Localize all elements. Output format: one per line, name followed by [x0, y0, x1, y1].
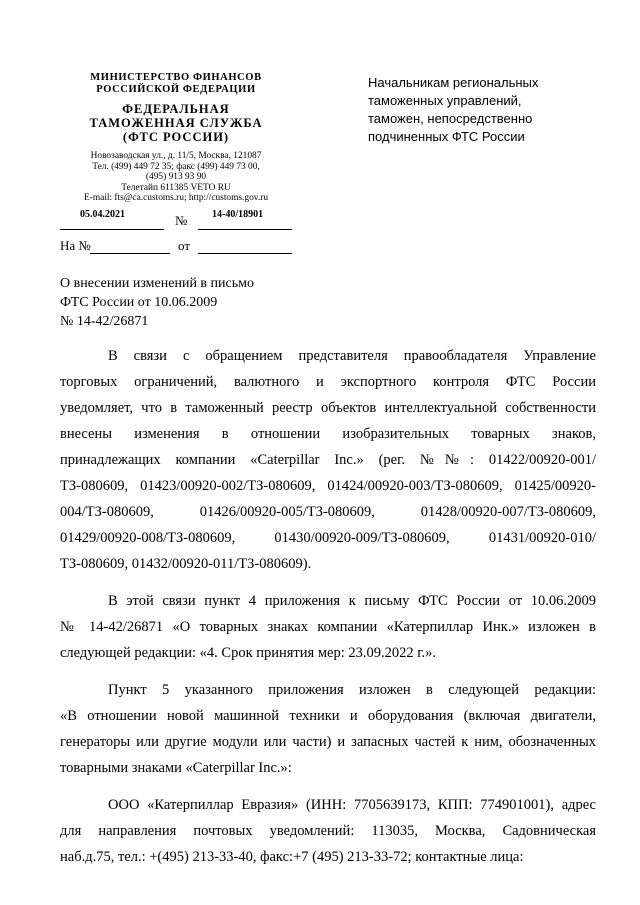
date-underline — [60, 229, 164, 230]
addressee-line: Начальникам региональных — [368, 75, 539, 90]
address-line-3: (495) 913 93 90 — [145, 172, 207, 182]
body-line: Пункт 5 указанного приложения изложен в следующей редакции: — [108, 682, 596, 698]
letter-subject — [60, 274, 254, 331]
number-sign: № — [175, 213, 188, 228]
body-line: товарными знаками «Caterpillar Inc.»: — [60, 760, 292, 776]
ministry-name-line-2: РОССИЙСКОЙ ФЕДЕРАЦИИ — [96, 83, 256, 95]
body-line: № 14-42/26871 «О товарных знаках компании «Катерпиллар Инк.» изложен в — [60, 619, 596, 635]
reference-date-label: от — [178, 238, 191, 253]
body-line: В связи с обращением представителя правообладателя Управление — [108, 348, 596, 364]
ministry-name-line-1: МИНИСТЕРСТВО ФИНАНСОВ — [90, 72, 262, 83]
address-line-2: Тел. (499) 449 72 35; факс (499) 449 73 00, — [92, 161, 260, 172]
body-line: наб.д.75, тел.: +(495) 213-33-40, факс:+7 (495) 213-33-72; контактные лица: — [60, 849, 524, 865]
document-number: 14-40/18901 — [212, 209, 264, 220]
addressee-line: подчиненных ФТС России — [368, 129, 525, 144]
document-date: 05.04.2021 — [80, 209, 125, 220]
body-line: уведомляет, что в таможенный реестр объектов интеллектуальной собственности — [60, 400, 596, 416]
number-underline — [198, 229, 292, 230]
letter-body — [60, 343, 596, 870]
service-name — [58, 102, 294, 144]
reference-date-underline — [198, 253, 292, 254]
addressee-line: таможен, непосредственно — [368, 111, 533, 126]
body-line: внесены изменения в отношении изобразительных товарных знаков, — [60, 426, 596, 442]
body-line: следующей редакции: «4. Срок принятия мер: 23.09.2022 г.». — [60, 645, 437, 661]
letterhead — [58, 72, 294, 204]
body-line: В этой связи пункт 4 приложения к письму ФТС России от 10.06.2009 — [108, 593, 596, 609]
body-line: 01429/00920-008/ТЗ-080609, 01430/00920-009/ТЗ-080609, 01431/00920-010/ — [60, 530, 596, 546]
body-line: принадлежащих компании «Caterpillar Inc.» (рег. №№: 01422/00920-001/ — [60, 452, 596, 468]
subject-line: № 14-42/26871 — [60, 314, 149, 329]
service-name-line-3: (ФТС РОССИИ) — [122, 130, 230, 144]
subject-line: ФТС России от 10.06.2009 — [60, 295, 218, 310]
body-line: ТЗ-080609, 01432/00920-011/ТЗ-080609). — [60, 556, 312, 572]
body-line: для направления почтовых уведомлений: 113035, Москва, Садовническая — [60, 823, 596, 839]
body-line: ООО «Катерпиллар Евразия» (ИНН: 7705639173, КПП: 774901001), адрес — [108, 797, 596, 813]
body-line: «В отношении новой машинной техники и оборудования (включая двигатели, — [60, 708, 596, 724]
reference-number-underline — [90, 253, 170, 254]
body-line: генераторы или другие модули или части) и запасных частей к ним, обозначенных — [60, 734, 596, 750]
service-name-line-1: ФЕДЕРАЛЬНАЯ — [122, 102, 230, 116]
reference-number-label: На № — [60, 238, 91, 253]
subject-line: О внесении изменений в письмо — [60, 276, 254, 291]
body-line: торговых ограничений, валютного и экспортного контроля ФТС России — [60, 374, 596, 390]
body-line: ТЗ-080609, 01423/00920-002/ТЗ-080609, 01424/00920-003/ТЗ-080609, 01425/00920- — [60, 478, 596, 494]
contact-info — [58, 151, 294, 204]
addressee-block — [368, 74, 608, 146]
teletype-line: Телетайп 611385 VETO RU — [121, 182, 231, 193]
body-line: 004/ТЗ-080609, 01426/00920-005/ТЗ-080609, 01428/00920-007/ТЗ-080609, — [60, 504, 596, 520]
email-line: E-mail: fts@ca.customs.ru; http://customs.gov.ru — [83, 193, 269, 203]
addressee-line: таможенных управлений, — [368, 93, 522, 108]
service-name-line-2: ТАМОЖЕННАЯ СЛУЖБА — [89, 116, 263, 130]
address-line-1: Новозаводская ул., д. 11/5, Москва, 121087 — [90, 151, 262, 161]
